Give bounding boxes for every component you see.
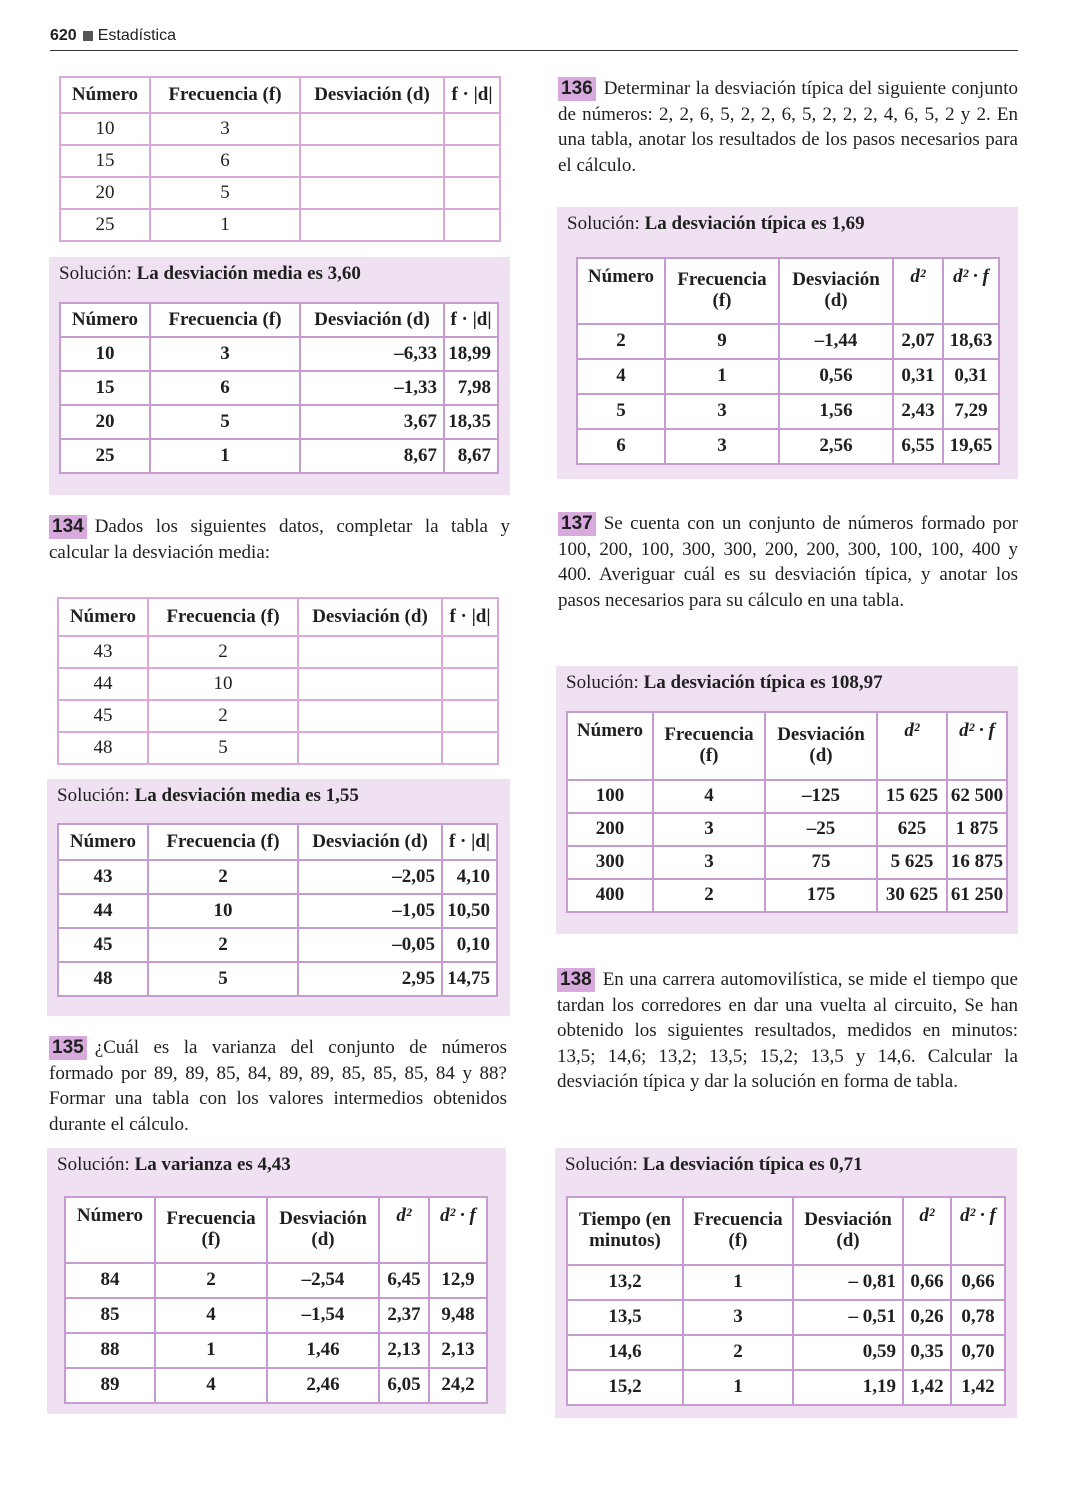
table-cell: 8,67: [444, 439, 498, 473]
table-cell: 19,65: [943, 429, 999, 464]
table-cell: 12,9: [429, 1263, 487, 1298]
exercise-statement: Se cuenta con un conjunto de números formado por 100, 200, 100, 300, 300, 200, 200, 300, 100, 100, 400 y 400. Averiguar cuál es su desviación típica, y anotar los pasos necesarios para su cálculo en una tabla.: [558, 513, 1018, 611]
table-cell: 7,98: [444, 371, 498, 405]
table-cell: 10: [148, 668, 298, 700]
table-cell: 0,31: [893, 359, 943, 394]
table-cell: –1,33: [300, 371, 444, 405]
col-header: Frecuencia (f): [150, 303, 300, 337]
col-header: Frecuencia (f): [665, 258, 779, 324]
table-cell: –1,54: [267, 1298, 379, 1333]
table-cell: 2,13: [379, 1333, 429, 1368]
table-cell: 0,56: [779, 359, 893, 394]
table-cell: 5: [577, 394, 665, 429]
table-cell: 10,50: [442, 894, 497, 928]
exercise-137-text: [558, 511, 1018, 613]
table-cell: [300, 177, 444, 209]
table-cell: 15,2: [567, 1370, 683, 1405]
table-cell: – 0,81: [793, 1265, 903, 1300]
table-cell: 16 875: [947, 846, 1007, 879]
solution-title: [47, 1148, 506, 1184]
table-cell: 2,56: [779, 429, 893, 464]
col-header: Frecuencia (f): [150, 77, 300, 113]
col-header: Desviación (d): [298, 824, 442, 860]
table-cell: 4: [577, 359, 665, 394]
table-cell: –125: [765, 780, 877, 813]
table-cell: 100: [567, 780, 653, 813]
solution-title: [49, 257, 510, 293]
col-header: Número: [65, 1197, 155, 1263]
col-header: Número: [60, 77, 150, 113]
col-header: f · |d|: [442, 598, 498, 636]
table-cell: –25: [765, 813, 877, 846]
col-header: Número: [577, 258, 665, 324]
col-header: Número: [58, 598, 148, 636]
table-cell: 2,37: [379, 1298, 429, 1333]
solution-title: [47, 779, 510, 815]
solution-text: La desviación típica es 1,69: [644, 213, 865, 234]
table-cell: 3: [150, 337, 300, 371]
solution-136-table: [576, 257, 1000, 465]
exercise-134-text: [49, 514, 510, 565]
solution-title: [555, 1148, 1017, 1184]
table-cell: 6,55: [893, 429, 943, 464]
table-cell: 4: [155, 1368, 267, 1403]
table-cell: 0,59: [793, 1335, 903, 1370]
exercise-statement: Determinar la desviación típica del siguiente conjunto de números: 2, 2, 6, 5, 2, 2, 6, 5, 2, 2, 2, 4, 6, 5, 2 y 2. En una tabla, anotar los resultados de los pasos necesarios para el cálculo.: [558, 78, 1018, 176]
table-cell: 88: [65, 1333, 155, 1368]
table-cell: 6: [577, 429, 665, 464]
table-cell: 2: [683, 1335, 793, 1370]
col-header: f · |d|: [444, 303, 498, 337]
table-cell: [300, 113, 444, 145]
col-header: Tiempo (en minutos): [567, 1197, 683, 1265]
table-cell: 2: [148, 860, 298, 894]
table-cell: –1,05: [298, 894, 442, 928]
table-cell: 3: [665, 429, 779, 464]
solution-134-table: [57, 823, 498, 997]
table-cell: 5: [150, 177, 300, 209]
table-cell: 6,45: [379, 1263, 429, 1298]
table-cell: 2,13: [429, 1333, 487, 1368]
solution-label: Solución:: [57, 1154, 130, 1175]
solution-title: [557, 207, 1018, 243]
table-cell: 2: [155, 1263, 267, 1298]
col-header: d²: [379, 1197, 429, 1263]
col-header: d²: [903, 1197, 951, 1265]
col-header: Frecuencia (f): [148, 598, 298, 636]
solution-label: Solución:: [59, 263, 132, 284]
table-cell: 400: [567, 879, 653, 912]
table-cell: [300, 145, 444, 177]
table-cell: [298, 700, 442, 732]
table-cell: 44: [58, 894, 148, 928]
table-cell: 10: [148, 894, 298, 928]
table-cell: 8,67: [300, 439, 444, 473]
table-cell: 30 625: [877, 879, 947, 912]
table-cell: [444, 113, 500, 145]
col-header: Desviación (d): [793, 1197, 903, 1265]
col-header: Desviación (d): [300, 77, 444, 113]
exercise-statement: ¿Cuál es la varianza del conjunto de números formado por 89, 89, 85, 84, 89, 89, 85, 85, 85, 84 y 88? Formar una tabla con los valores intermedios obtenidos durante el cálculo.: [49, 1037, 507, 1135]
exercise-number-badge: 135: [49, 1036, 87, 1060]
table-cell: [298, 732, 442, 764]
table-cell: 75: [765, 846, 877, 879]
col-header: f · |d|: [442, 824, 497, 860]
table-cell: 18,35: [444, 405, 498, 439]
table-cell: 1: [683, 1265, 793, 1300]
table-cell: 5 625: [877, 846, 947, 879]
solution-label: Solución:: [566, 672, 639, 693]
table-cell: [442, 700, 498, 732]
table-cell: 48: [58, 732, 148, 764]
table-cell: 1,42: [951, 1370, 1005, 1405]
table-cell: 84: [65, 1263, 155, 1298]
table-cell: 0,26: [903, 1300, 951, 1335]
table-cell: 1: [665, 359, 779, 394]
table-cell: 44: [58, 668, 148, 700]
solution-label: Solución:: [567, 213, 640, 234]
solution-text: La desviación media es 3,60: [136, 263, 361, 284]
exercise-statement: En una carrera automovilística, se mide el tiempo que tardan los corredores en dar una vuelta al circuito, Se han obtenido los siguientes resultados, medidos en minutos: 13,5; 14,6; 13,2; 13,5; 15,2; 13,5 y 14,6. Calcular la desviación típica y dar la solución en forma de tabla.: [557, 969, 1018, 1092]
col-header: Desviación (d): [765, 712, 877, 780]
solution-title: [556, 666, 1018, 702]
table-cell: 14,6: [567, 1335, 683, 1370]
solution-text: La desviación típica es 108,97: [643, 672, 883, 693]
table-cell: [444, 209, 500, 241]
solution-text: La desviación media es 1,55: [134, 785, 359, 806]
table-cell: 3: [665, 394, 779, 429]
table-cell: 15 625: [877, 780, 947, 813]
table-cell: 4: [155, 1298, 267, 1333]
exercise-number-badge: 134: [49, 515, 87, 539]
table-cell: 48: [58, 962, 148, 996]
solution-137-table: [566, 711, 1008, 913]
table-cell: 4,10: [442, 860, 497, 894]
table-cell: 2,95: [298, 962, 442, 996]
table-cell: 43: [58, 860, 148, 894]
section-title: Estadística: [97, 27, 176, 44]
table-cell: 3: [150, 113, 300, 145]
table-cell: 1,46: [267, 1333, 379, 1368]
table-cell: [442, 636, 498, 668]
table-cell: 20: [60, 177, 150, 209]
table-cell: 5: [148, 732, 298, 764]
col-header: Número: [567, 712, 653, 780]
table-cell: 9,48: [429, 1298, 487, 1333]
exercise-135-text: [49, 1035, 507, 1137]
table-cell: 1,56: [779, 394, 893, 429]
table-cell: 14,75: [442, 962, 497, 996]
table-cell: 9: [665, 324, 779, 359]
table-cell: 1: [150, 209, 300, 241]
table-cell: 625: [877, 813, 947, 846]
page-header: [50, 22, 1018, 51]
table-cell: 18,99: [444, 337, 498, 371]
col-header: d² · f: [429, 1197, 487, 1263]
col-header: d² · f: [947, 712, 1007, 780]
table-cell: 62 500: [947, 780, 1007, 813]
square-bullet-icon: [83, 31, 93, 41]
table-cell: 45: [58, 928, 148, 962]
col-header: Frecuencia (f): [653, 712, 765, 780]
table-cell: 6,05: [379, 1368, 429, 1403]
col-header: d² · f: [951, 1197, 1005, 1265]
solution-135-table: [64, 1196, 488, 1404]
solution-138-table: [566, 1196, 1006, 1406]
col-header: Frecuencia (f): [148, 824, 298, 860]
table-cell: –0,05: [298, 928, 442, 962]
col-header: Desviación (d): [779, 258, 893, 324]
table-cell: 43: [58, 636, 148, 668]
table-cell: 4: [653, 780, 765, 813]
table-cell: 25: [60, 209, 150, 241]
table-cell: –1,44: [779, 324, 893, 359]
table-cell: –2,05: [298, 860, 442, 894]
table-cell: 2: [148, 700, 298, 732]
solution-text: La varianza es 4,43: [134, 1154, 291, 1175]
table-cell: 18,63: [943, 324, 999, 359]
col-header: Frecuencia (f): [155, 1197, 267, 1263]
table-cell: –6,33: [300, 337, 444, 371]
table-cell: 2: [148, 636, 298, 668]
table-cell: [298, 636, 442, 668]
table-cell: 1,42: [903, 1370, 951, 1405]
table-cell: 10: [60, 337, 150, 371]
table-cell: 2: [653, 879, 765, 912]
table-cell: 1: [155, 1333, 267, 1368]
table-cell: 1 875: [947, 813, 1007, 846]
table-cell: 45: [58, 700, 148, 732]
table-cell: – 0,51: [793, 1300, 903, 1335]
col-header: Frecuencia (f): [683, 1197, 793, 1265]
col-header: Número: [58, 824, 148, 860]
exercise-136-text: [558, 76, 1018, 178]
table-cell: 0,66: [903, 1265, 951, 1300]
exercise-number-badge: 136: [558, 77, 596, 101]
table-cell: 6: [150, 371, 300, 405]
table-cell: 0,35: [903, 1335, 951, 1370]
table-cell: 25: [60, 439, 150, 473]
page-number: 620: [50, 27, 77, 44]
col-header: Desviación (d): [300, 303, 444, 337]
table-cell: [300, 209, 444, 241]
table-cell: [444, 145, 500, 177]
col-header: Número: [60, 303, 150, 337]
table-cell: [298, 668, 442, 700]
table-cell: 20: [60, 405, 150, 439]
table-cell: 0,31: [943, 359, 999, 394]
table-cell: 2,43: [893, 394, 943, 429]
table-cell: 3,67: [300, 405, 444, 439]
table-cell: 89: [65, 1368, 155, 1403]
exercise-number-badge: 137: [558, 512, 596, 536]
table-cell: 2: [148, 928, 298, 962]
table-cell: 24,2: [429, 1368, 487, 1403]
table-cell: 6: [150, 145, 300, 177]
table-cell: 3: [653, 813, 765, 846]
solution-label: Solución:: [565, 1154, 638, 1175]
exercise-statement: Dados los siguientes datos, completar la tabla y calcular la desviación media:: [49, 516, 510, 563]
table-cell: [442, 668, 498, 700]
solution-text: La desviación típica es 0,71: [642, 1154, 863, 1175]
table-cell: 0,10: [442, 928, 497, 962]
exercise-138-text: [557, 967, 1018, 1095]
table-cell: 0,70: [951, 1335, 1005, 1370]
table-cell: 15: [60, 145, 150, 177]
table-cell: 13,2: [567, 1265, 683, 1300]
table-cell: 7,29: [943, 394, 999, 429]
table-cell: 0,66: [951, 1265, 1005, 1300]
table-cell: 10: [60, 113, 150, 145]
table-cell: 61 250: [947, 879, 1007, 912]
table-cell: 2,07: [893, 324, 943, 359]
table-cell: 5: [148, 962, 298, 996]
col-header: d² · f: [943, 258, 999, 324]
table-cell: 175: [765, 879, 877, 912]
solution-label: Solución:: [57, 785, 130, 806]
solution-133-table: [59, 302, 499, 474]
table-cell: 3: [683, 1300, 793, 1335]
table-cell: 5: [150, 405, 300, 439]
table-cell: 2: [577, 324, 665, 359]
table-cell: 1: [150, 439, 300, 473]
table-cell: 85: [65, 1298, 155, 1333]
table-cell: 3: [653, 846, 765, 879]
table-cell: –2,54: [267, 1263, 379, 1298]
table-cell: 300: [567, 846, 653, 879]
table-cell: 200: [567, 813, 653, 846]
exercise-134-table: [57, 597, 499, 765]
col-header: f · |d|: [444, 77, 500, 113]
exercise-133-table: [59, 76, 501, 242]
table-cell: [442, 732, 498, 764]
col-header: Desviación (d): [298, 598, 442, 636]
exercise-number-badge: 138: [557, 968, 595, 992]
table-cell: 13,5: [567, 1300, 683, 1335]
col-header: d²: [893, 258, 943, 324]
table-cell: [444, 177, 500, 209]
table-cell: 1: [683, 1370, 793, 1405]
table-cell: 1,19: [793, 1370, 903, 1405]
col-header: Desviación (d): [267, 1197, 379, 1263]
table-cell: 2,46: [267, 1368, 379, 1403]
table-cell: 15: [60, 371, 150, 405]
table-cell: 0,78: [951, 1300, 1005, 1335]
col-header: d²: [877, 712, 947, 780]
